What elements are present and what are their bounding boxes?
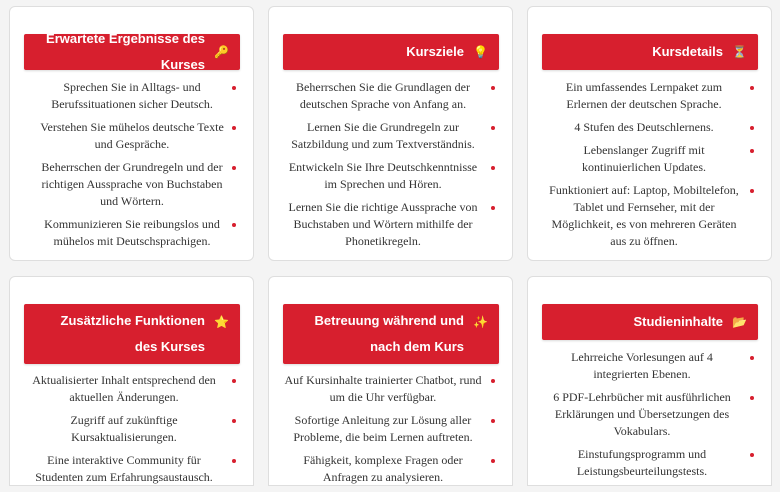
list-item: Funktioniert auf: Laptop, Mobiltelefon, Tablet und Fernseher, mit der Möglichkeit, es von mehreren Geräten aus zu öffnen. (546, 182, 754, 250)
card-title: Kursziele (406, 44, 464, 59)
list-item: 6 PDF-Lehrbücher mit ausführlichen Erklärungen und Übersetzungen des Vokabulars. (542, 389, 754, 440)
light-bulb-icon: 💡 (473, 45, 488, 59)
card-header (24, 304, 240, 364)
list-item: Sprechen Sie in Alltags- und Berufssituationen sicher Deutsch. (40, 79, 236, 113)
list-item: Auf Kursinhalte trainierter Chatbot, rund um die Uhr verfügbar. (283, 372, 495, 406)
card-list (283, 372, 495, 492)
card-header (542, 304, 758, 340)
list-item: Kommunizieren Sie reibungslos und mühelos mit Deutschsprachigen. (40, 216, 236, 250)
list-item: Ein umfassendes Lernpaket zum Erlernen der deutschen Sprache. (546, 79, 754, 113)
list-item: Lernen Sie die richtige Aussprache von Buchstaben und Wörtern mithilfe der Phonetikregeln. (283, 199, 495, 250)
card-additional-features (9, 276, 254, 486)
list-item: Eine interaktive Community für Studenten zum Erfahrungsaustausch. (24, 452, 236, 486)
star-icon: ⭐ (214, 315, 229, 329)
list-item: Verstehen Sie mühelos deutsche Texte und Gespräche. (40, 119, 236, 153)
card-title: Zusätzliche Funktionen des Kurses (60, 313, 205, 354)
list-item: Beherrschen der Grundregeln und der richtigen Aussprache von Buchstaben und Wörtern. (40, 159, 236, 210)
hourglass-icon: ⏳ (732, 45, 747, 59)
card-title: Kursdetails (652, 44, 723, 59)
folder-icon: 📂 (732, 315, 747, 329)
card-header (283, 304, 499, 364)
card-header (542, 34, 758, 70)
list-item: Entwickeln Sie Ihre Deutschkenntnisse im Sprechen und Hören. (283, 159, 495, 193)
card-list (546, 79, 754, 256)
list-item: Aktualisierter Inhalt entsprechend den aktuellen Änderungen. (24, 372, 236, 406)
card-course-goals (268, 6, 513, 261)
card-study-contents (527, 276, 772, 486)
card-header (283, 34, 499, 70)
list-item: Lernen Sie die Grundregeln zur Satzbildung und zum Textverständnis. (283, 119, 495, 153)
list-item: Lebenslanger Zugriff mit kontinuierlichen Updates. (546, 142, 754, 176)
list-item: Einstufungsprogramm und Leistungsbeurteilungstests. (542, 446, 754, 480)
list-item: Fähigkeit, komplexe Fragen oder Anfragen zu analysieren. (283, 452, 495, 486)
card-support (268, 276, 513, 486)
card-list (40, 79, 236, 256)
key-icon: 🔑 (214, 45, 229, 59)
card-expected-results (9, 6, 254, 261)
list-item: Lehrreiche Vorlesungen auf 4 integrierten Ebenen. (542, 349, 754, 383)
card-title: Betreuung während und nach dem Kurs (314, 313, 464, 354)
card-title: Erwartete Ergebnisse des Kurses (46, 31, 205, 72)
list-item: 4 Stufen des Deutschlernens. (546, 119, 754, 136)
list-item: Zugriff auf zukünftige Kursaktualisierungen. (24, 412, 236, 446)
card-header (24, 31, 240, 72)
card-list (542, 349, 754, 486)
card-course-details (527, 6, 772, 261)
card-list (283, 79, 495, 256)
card-title: Studieninhalte (633, 314, 723, 329)
list-item: Beherrschen Sie die Grundlagen der deutschen Sprache von Anfang an. (283, 79, 495, 113)
card-list (24, 372, 236, 492)
sparkles-icon: ✨ (473, 315, 488, 329)
list-item: Sofortige Anleitung zur Lösung aller Probleme, die beim Lernen auftreten. (283, 412, 495, 446)
